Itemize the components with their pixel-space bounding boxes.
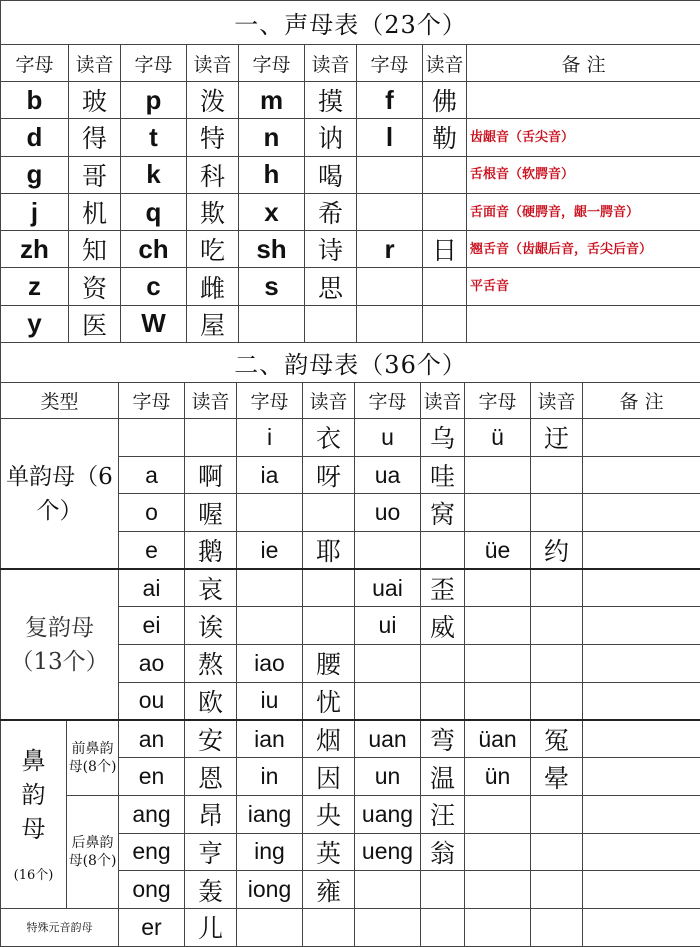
- initials-title: 一、声母表（23个）: [1, 1, 700, 45]
- final-reading: 鹅: [185, 532, 237, 570]
- finals-title: 二、韵母表（36个）: [1, 343, 700, 383]
- initials-header-row: [1, 45, 700, 82]
- final-letter: uan: [355, 720, 421, 758]
- final-letter: iu: [237, 682, 303, 720]
- final-letter: an: [119, 720, 185, 758]
- initial-letter: n: [239, 119, 305, 156]
- final-reading: [421, 682, 465, 720]
- finals-table: [0, 342, 700, 947]
- initial-letter: ch: [121, 231, 187, 268]
- header-remarks: 备 注: [467, 45, 700, 82]
- final-letter: ui: [355, 607, 421, 645]
- final-reading: 歪: [421, 569, 465, 607]
- final-letter: [465, 569, 531, 607]
- final-reading: [531, 494, 583, 532]
- initial-letter: p: [121, 82, 187, 119]
- final-letter: uo: [355, 494, 421, 532]
- initial-reading: 医: [69, 305, 121, 342]
- final-note: [583, 645, 700, 683]
- final-reading: 欧: [185, 682, 237, 720]
- header-letter: 字母: [355, 383, 421, 419]
- final-reading: 腰: [303, 645, 355, 683]
- header-reading: 读音: [187, 45, 239, 82]
- initial-reading: 欺: [187, 193, 239, 230]
- final-letter: [237, 569, 303, 607]
- header-remarks: 备 注: [583, 383, 700, 419]
- final-reading: 熬: [185, 645, 237, 683]
- final-letter: [465, 871, 531, 909]
- finals-row: [1, 419, 700, 457]
- final-note: [583, 607, 700, 645]
- final-reading: 安: [185, 720, 237, 758]
- final-reading: [303, 569, 355, 607]
- final-reading: 约: [531, 532, 583, 570]
- final-reading: [421, 908, 465, 946]
- initial-reading: 摸: [305, 82, 357, 119]
- final-letter: [465, 645, 531, 683]
- final-reading: [421, 532, 465, 570]
- final-letter: ie: [237, 532, 303, 570]
- final-reading: [531, 607, 583, 645]
- final-letter: ü: [465, 419, 531, 457]
- final-letter: üe: [465, 532, 531, 570]
- header-reading: 读音: [69, 45, 121, 82]
- initial-reading: 屋: [187, 305, 239, 342]
- final-reading: 诶: [185, 607, 237, 645]
- final-reading: [531, 456, 583, 494]
- final-letter: [237, 494, 303, 532]
- final-reading: 弯: [421, 720, 465, 758]
- final-letter: o: [119, 494, 185, 532]
- initial-reading: 佛: [423, 82, 467, 119]
- header-reading: 读音: [531, 383, 583, 419]
- final-reading: [531, 645, 583, 683]
- nasal-count: (16个): [13, 868, 54, 884]
- final-reading: 烟: [303, 720, 355, 758]
- initial-reading: 吃: [187, 231, 239, 268]
- final-letter: er: [119, 908, 185, 946]
- final-reading: 喔: [185, 494, 237, 532]
- initial-letter: k: [121, 156, 187, 193]
- final-reading: 儿: [185, 908, 237, 946]
- initial-reading: 科: [187, 156, 239, 193]
- initial-reading: [423, 305, 467, 342]
- final-note: [583, 532, 700, 570]
- final-reading: 因: [303, 758, 355, 796]
- initial-letter: q: [121, 193, 187, 230]
- initial-letter: [357, 193, 423, 230]
- finals-row: [1, 569, 700, 607]
- final-letter: un: [355, 758, 421, 796]
- final-reading: 温: [421, 758, 465, 796]
- initial-note: 翘舌音（齿龈后音，舌尖后音）: [467, 231, 700, 268]
- final-letter: [119, 419, 185, 457]
- final-reading: 忧: [303, 682, 355, 720]
- final-reading: [185, 419, 237, 457]
- initial-reading: 玻: [69, 82, 121, 119]
- final-reading: 恩: [185, 758, 237, 796]
- initial-reading: 资: [69, 268, 121, 305]
- header-letter: 字母: [237, 383, 303, 419]
- initial-letter: j: [1, 193, 69, 230]
- initial-reading: [305, 305, 357, 342]
- initial-letter: r: [357, 231, 423, 268]
- header-letter: 字母: [239, 45, 305, 82]
- final-reading: 央: [303, 795, 355, 833]
- final-reading: 晕: [531, 758, 583, 796]
- initial-letter: c: [121, 268, 187, 305]
- initial-note: [467, 82, 700, 119]
- final-reading: 威: [421, 607, 465, 645]
- initial-reading: 雌: [187, 268, 239, 305]
- final-note: [583, 419, 700, 457]
- initial-letter: [357, 156, 423, 193]
- initials-row: [1, 268, 700, 305]
- final-letter: [355, 908, 421, 946]
- final-letter: [237, 607, 303, 645]
- initial-reading: [423, 156, 467, 193]
- final-reading: 亨: [185, 833, 237, 871]
- final-reading: [303, 607, 355, 645]
- group-compound-label: 复韵母（13个）: [1, 569, 119, 720]
- group-nasal-label: [1, 720, 67, 908]
- final-reading: [531, 569, 583, 607]
- initial-letter: sh: [239, 231, 305, 268]
- initial-reading: 哥: [69, 156, 121, 193]
- initial-note: [467, 305, 700, 342]
- initial-letter: t: [121, 119, 187, 156]
- final-letter: a: [119, 456, 185, 494]
- group-special-label: 特殊元音韵母: [1, 908, 119, 946]
- header-reading: 读音: [185, 383, 237, 419]
- header-reading: 读音: [303, 383, 355, 419]
- final-reading: [303, 494, 355, 532]
- initial-letter: [357, 268, 423, 305]
- initial-letter: W: [121, 305, 187, 342]
- initial-letter: m: [239, 82, 305, 119]
- final-note: [583, 720, 700, 758]
- final-reading: [531, 871, 583, 909]
- final-letter: uang: [355, 795, 421, 833]
- final-letter: ing: [237, 833, 303, 871]
- initial-reading: 日: [423, 231, 467, 268]
- initial-letter: x: [239, 193, 305, 230]
- initial-note: 舌面音（硬腭音，龈一腭音）: [467, 193, 700, 230]
- final-letter: u: [355, 419, 421, 457]
- initial-note: 平舌音: [467, 268, 700, 305]
- initial-letter: b: [1, 82, 69, 119]
- final-reading: 冤: [531, 720, 583, 758]
- finals-header-row: [1, 383, 700, 419]
- initial-reading: 讷: [305, 119, 357, 156]
- initial-note: 齿龈音（舌尖音）: [467, 119, 700, 156]
- final-letter: [465, 833, 531, 871]
- final-letter: iang: [237, 795, 303, 833]
- initial-reading: [423, 193, 467, 230]
- initials-row: [1, 156, 700, 193]
- final-note: [583, 494, 700, 532]
- initial-letter: [239, 305, 305, 342]
- final-reading: 呀: [303, 456, 355, 494]
- final-reading: [421, 871, 465, 909]
- initial-reading: 得: [69, 119, 121, 156]
- final-letter: ian: [237, 720, 303, 758]
- final-letter: iong: [237, 871, 303, 909]
- final-letter: [355, 645, 421, 683]
- final-reading: 轰: [185, 871, 237, 909]
- final-reading: [531, 795, 583, 833]
- header-letter: 字母: [465, 383, 531, 419]
- initial-note: 舌根音（软腭音）: [467, 156, 700, 193]
- initial-letter: z: [1, 268, 69, 305]
- initial-letter: d: [1, 119, 69, 156]
- final-letter: [465, 795, 531, 833]
- final-letter: [355, 532, 421, 570]
- group-back-nasal-label: 后鼻韵母(8个): [67, 795, 119, 908]
- final-note: [583, 682, 700, 720]
- initial-reading: 泼: [187, 82, 239, 119]
- final-letter: [465, 607, 531, 645]
- final-note: [583, 908, 700, 946]
- final-letter: üan: [465, 720, 531, 758]
- initial-letter: g: [1, 156, 69, 193]
- final-letter: e: [119, 532, 185, 570]
- final-reading: [531, 908, 583, 946]
- final-reading: 雍: [303, 871, 355, 909]
- initials-row: [1, 231, 700, 268]
- initials-row: [1, 193, 700, 230]
- initials-row: [1, 82, 700, 119]
- final-letter: en: [119, 758, 185, 796]
- final-note: [583, 456, 700, 494]
- final-letter: eng: [119, 833, 185, 871]
- initial-letter: l: [357, 119, 423, 156]
- initial-reading: [423, 268, 467, 305]
- final-reading: 哇: [421, 456, 465, 494]
- initial-letter: h: [239, 156, 305, 193]
- final-letter: ong: [119, 871, 185, 909]
- nasal-label-text: 鼻韵母: [21, 747, 46, 844]
- final-letter: ei: [119, 607, 185, 645]
- header-letter: 字母: [121, 45, 187, 82]
- final-letter: ua: [355, 456, 421, 494]
- initial-letter: s: [239, 268, 305, 305]
- final-letter: ang: [119, 795, 185, 833]
- header-letter: 字母: [1, 45, 69, 82]
- header-type: 类型: [1, 383, 119, 419]
- final-letter: ueng: [355, 833, 421, 871]
- finals-row: [1, 720, 700, 758]
- final-note: [583, 758, 700, 796]
- final-letter: ia: [237, 456, 303, 494]
- final-reading: [531, 682, 583, 720]
- header-letter: 字母: [357, 45, 423, 82]
- initial-reading: 思: [305, 268, 357, 305]
- final-note: [583, 833, 700, 871]
- final-letter: ün: [465, 758, 531, 796]
- initial-reading: 诗: [305, 231, 357, 268]
- final-note: [583, 569, 700, 607]
- initial-reading: 勒: [423, 119, 467, 156]
- final-letter: in: [237, 758, 303, 796]
- initials-row: [1, 119, 700, 156]
- final-reading: 哀: [185, 569, 237, 607]
- final-letter: [465, 456, 531, 494]
- initial-letter: y: [1, 305, 69, 342]
- initial-reading: 喝: [305, 156, 357, 193]
- final-letter: [355, 682, 421, 720]
- final-letter: [465, 682, 531, 720]
- finals-row: [1, 795, 700, 833]
- initial-reading: 知: [69, 231, 121, 268]
- header-letter: 字母: [119, 383, 185, 419]
- header-reading: 读音: [305, 45, 357, 82]
- final-reading: 英: [303, 833, 355, 871]
- final-letter: i: [237, 419, 303, 457]
- final-letter: ao: [119, 645, 185, 683]
- group-simple-label: 单韵母（6个）: [1, 419, 119, 570]
- final-letter: [237, 908, 303, 946]
- final-reading: [531, 833, 583, 871]
- final-reading: 昂: [185, 795, 237, 833]
- final-letter: ou: [119, 682, 185, 720]
- initial-reading: 希: [305, 193, 357, 230]
- final-note: [583, 795, 700, 833]
- header-reading: 读音: [421, 383, 465, 419]
- initial-letter: [357, 305, 423, 342]
- initial-letter: f: [357, 82, 423, 119]
- final-reading: 乌: [421, 419, 465, 457]
- final-reading: 窝: [421, 494, 465, 532]
- final-reading: 迂: [531, 419, 583, 457]
- final-letter: [465, 494, 531, 532]
- group-front-nasal-label: 前鼻韵母(8个): [67, 720, 119, 795]
- final-letter: uai: [355, 569, 421, 607]
- final-reading: 耶: [303, 532, 355, 570]
- final-letter: [465, 908, 531, 946]
- initials-table: [0, 0, 700, 343]
- final-letter: [355, 871, 421, 909]
- final-letter: ai: [119, 569, 185, 607]
- initial-letter: zh: [1, 231, 69, 268]
- final-reading: 汪: [421, 795, 465, 833]
- finals-row: [1, 908, 700, 946]
- initial-reading: 特: [187, 119, 239, 156]
- final-reading: [303, 908, 355, 946]
- header-reading: 读音: [423, 45, 467, 82]
- final-letter: iao: [237, 645, 303, 683]
- final-reading: [421, 645, 465, 683]
- initials-row: [1, 305, 700, 342]
- final-note: [583, 871, 700, 909]
- final-reading: 衣: [303, 419, 355, 457]
- final-reading: 啊: [185, 456, 237, 494]
- initial-reading: 机: [69, 193, 121, 230]
- final-reading: 翁: [421, 833, 465, 871]
